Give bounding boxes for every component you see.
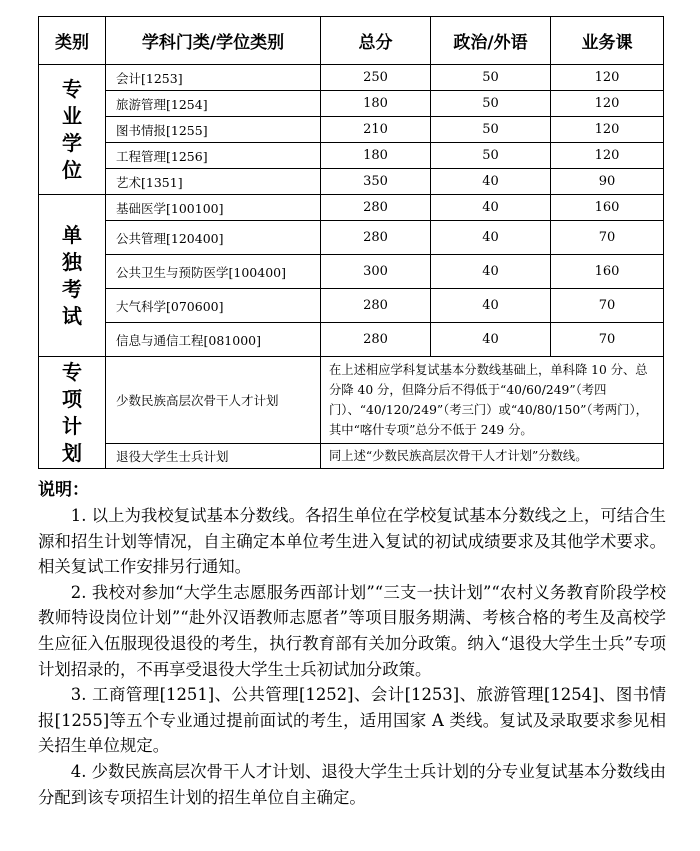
table-row <box>39 169 664 195</box>
major-score: 120 <box>551 143 664 169</box>
total-score: 280 <box>321 289 431 323</box>
politics-score: 40 <box>431 195 551 221</box>
table-row <box>39 65 664 91</box>
header-major-course: 业务课 <box>551 17 664 65</box>
header-total: 总分 <box>321 17 431 65</box>
table-row <box>39 117 664 143</box>
discipline-name: 信息与通信工程[081000] <box>106 323 321 357</box>
notes-section <box>38 477 666 810</box>
category-professional-degree: 专 业 学 位 <box>39 65 106 195</box>
discipline-name: 艺术[1351] <box>106 169 321 195</box>
politics-score: 50 <box>431 65 551 91</box>
note-paragraph: 1. 以上为我校复试基本分数线。各招生单位在学校复试基本分数线之上，可结合生源和招生计划等情况，自主确定本单位考生进入复试的初试成绩要求及其他学术要求。相关复试工作安排另行通知。 <box>38 506 666 577</box>
politics-score: 40 <box>431 169 551 195</box>
table-row <box>39 289 664 323</box>
major-score: 160 <box>551 255 664 289</box>
discipline-name: 公共管理[120400] <box>106 221 321 255</box>
discipline-name: 公共卫生与预防医学[100400] <box>106 255 321 289</box>
table-row <box>39 91 664 117</box>
discipline-name: 基础医学[100100] <box>106 195 321 221</box>
note-paragraph: 3. 工商管理[1251]、公共管理[1252]、会计[1253]、旅游管理[1254]、图书情报[1255]等五个专业通过提前面试的考生，适用国家 A 类线。复试及录取要求参见相关招生单位规定。 <box>38 685 666 756</box>
discipline-name: 图书情报[1255] <box>106 117 321 143</box>
major-score: 120 <box>551 65 664 91</box>
table-row <box>39 195 664 221</box>
table-row <box>39 444 664 469</box>
total-score: 280 <box>321 221 431 255</box>
major-score: 70 <box>551 289 664 323</box>
total-score: 350 <box>321 169 431 195</box>
table-header-row <box>39 17 664 65</box>
plan-note: 在上述相应学科复试基本分数线基础上，单科降 10 分、总分降 40 分，但降分后不得低于“40/60/249”（考四门）、“40/120/249”（考三门）或“40/80/150”（考两门），其中“喀什专项”总分不低于 249 分。 <box>321 357 664 444</box>
major-score: 120 <box>551 117 664 143</box>
politics-score: 40 <box>431 323 551 357</box>
note-paragraph: 2. 我校对参加“大学生志愿服务西部计划”“三支一扶计划”“农村义务教育阶段学校教师特设岗位计划”“赴外汉语教师志愿者”等项目服务期满、考核合格的考生及高校学生应征入伍服现役退役的考生，执行教育部有关加分政策。纳入“退役大学生士兵”专项计划招录的，不再享受退役大学生士兵初试加分政策。 <box>38 582 666 679</box>
category-special-plan: 专 项 计 划 <box>39 357 106 469</box>
total-score: 280 <box>321 323 431 357</box>
table-row <box>39 255 664 289</box>
politics-score: 50 <box>431 143 551 169</box>
politics-score: 40 <box>431 221 551 255</box>
table-row <box>39 221 664 255</box>
plan-note: 同上述“少数民族高层次骨干人才计划”分数线。 <box>321 444 664 469</box>
total-score: 280 <box>321 195 431 221</box>
category-separate-exam: 单 独 考 试 <box>39 195 106 357</box>
politics-score: 50 <box>431 91 551 117</box>
total-score: 180 <box>321 143 431 169</box>
major-score: 120 <box>551 91 664 117</box>
discipline-name: 旅游管理[1254] <box>106 91 321 117</box>
plan-name: 退役大学生士兵计划 <box>106 444 321 469</box>
table-row <box>39 323 664 357</box>
politics-score: 50 <box>431 117 551 143</box>
score-table <box>38 16 664 469</box>
politics-score: 40 <box>431 255 551 289</box>
total-score: 210 <box>321 117 431 143</box>
discipline-name: 工程管理[1256] <box>106 143 321 169</box>
header-discipline: 学科门类/学位类别 <box>106 17 321 65</box>
total-score: 250 <box>321 65 431 91</box>
table-row <box>39 357 664 444</box>
header-category: 类别 <box>39 17 106 65</box>
discipline-name: 会计[1253] <box>106 65 321 91</box>
table-row <box>39 143 664 169</box>
header-politics-language: 政治/外语 <box>431 17 551 65</box>
discipline-name: 大气科学[070600] <box>106 289 321 323</box>
politics-score: 40 <box>431 289 551 323</box>
major-score: 160 <box>551 195 664 221</box>
total-score: 180 <box>321 91 431 117</box>
major-score: 70 <box>551 323 664 357</box>
note-paragraph: 4. 少数民族高层次骨干人才计划、退役大学生士兵计划的分专业复试基本分数线由分配到该专项招生计划的招生单位自主确定。 <box>38 761 666 807</box>
notes-heading: 说明： <box>38 480 89 500</box>
major-score: 90 <box>551 169 664 195</box>
total-score: 300 <box>321 255 431 289</box>
major-score: 70 <box>551 221 664 255</box>
plan-name: 少数民族高层次骨干人才计划 <box>106 357 321 444</box>
